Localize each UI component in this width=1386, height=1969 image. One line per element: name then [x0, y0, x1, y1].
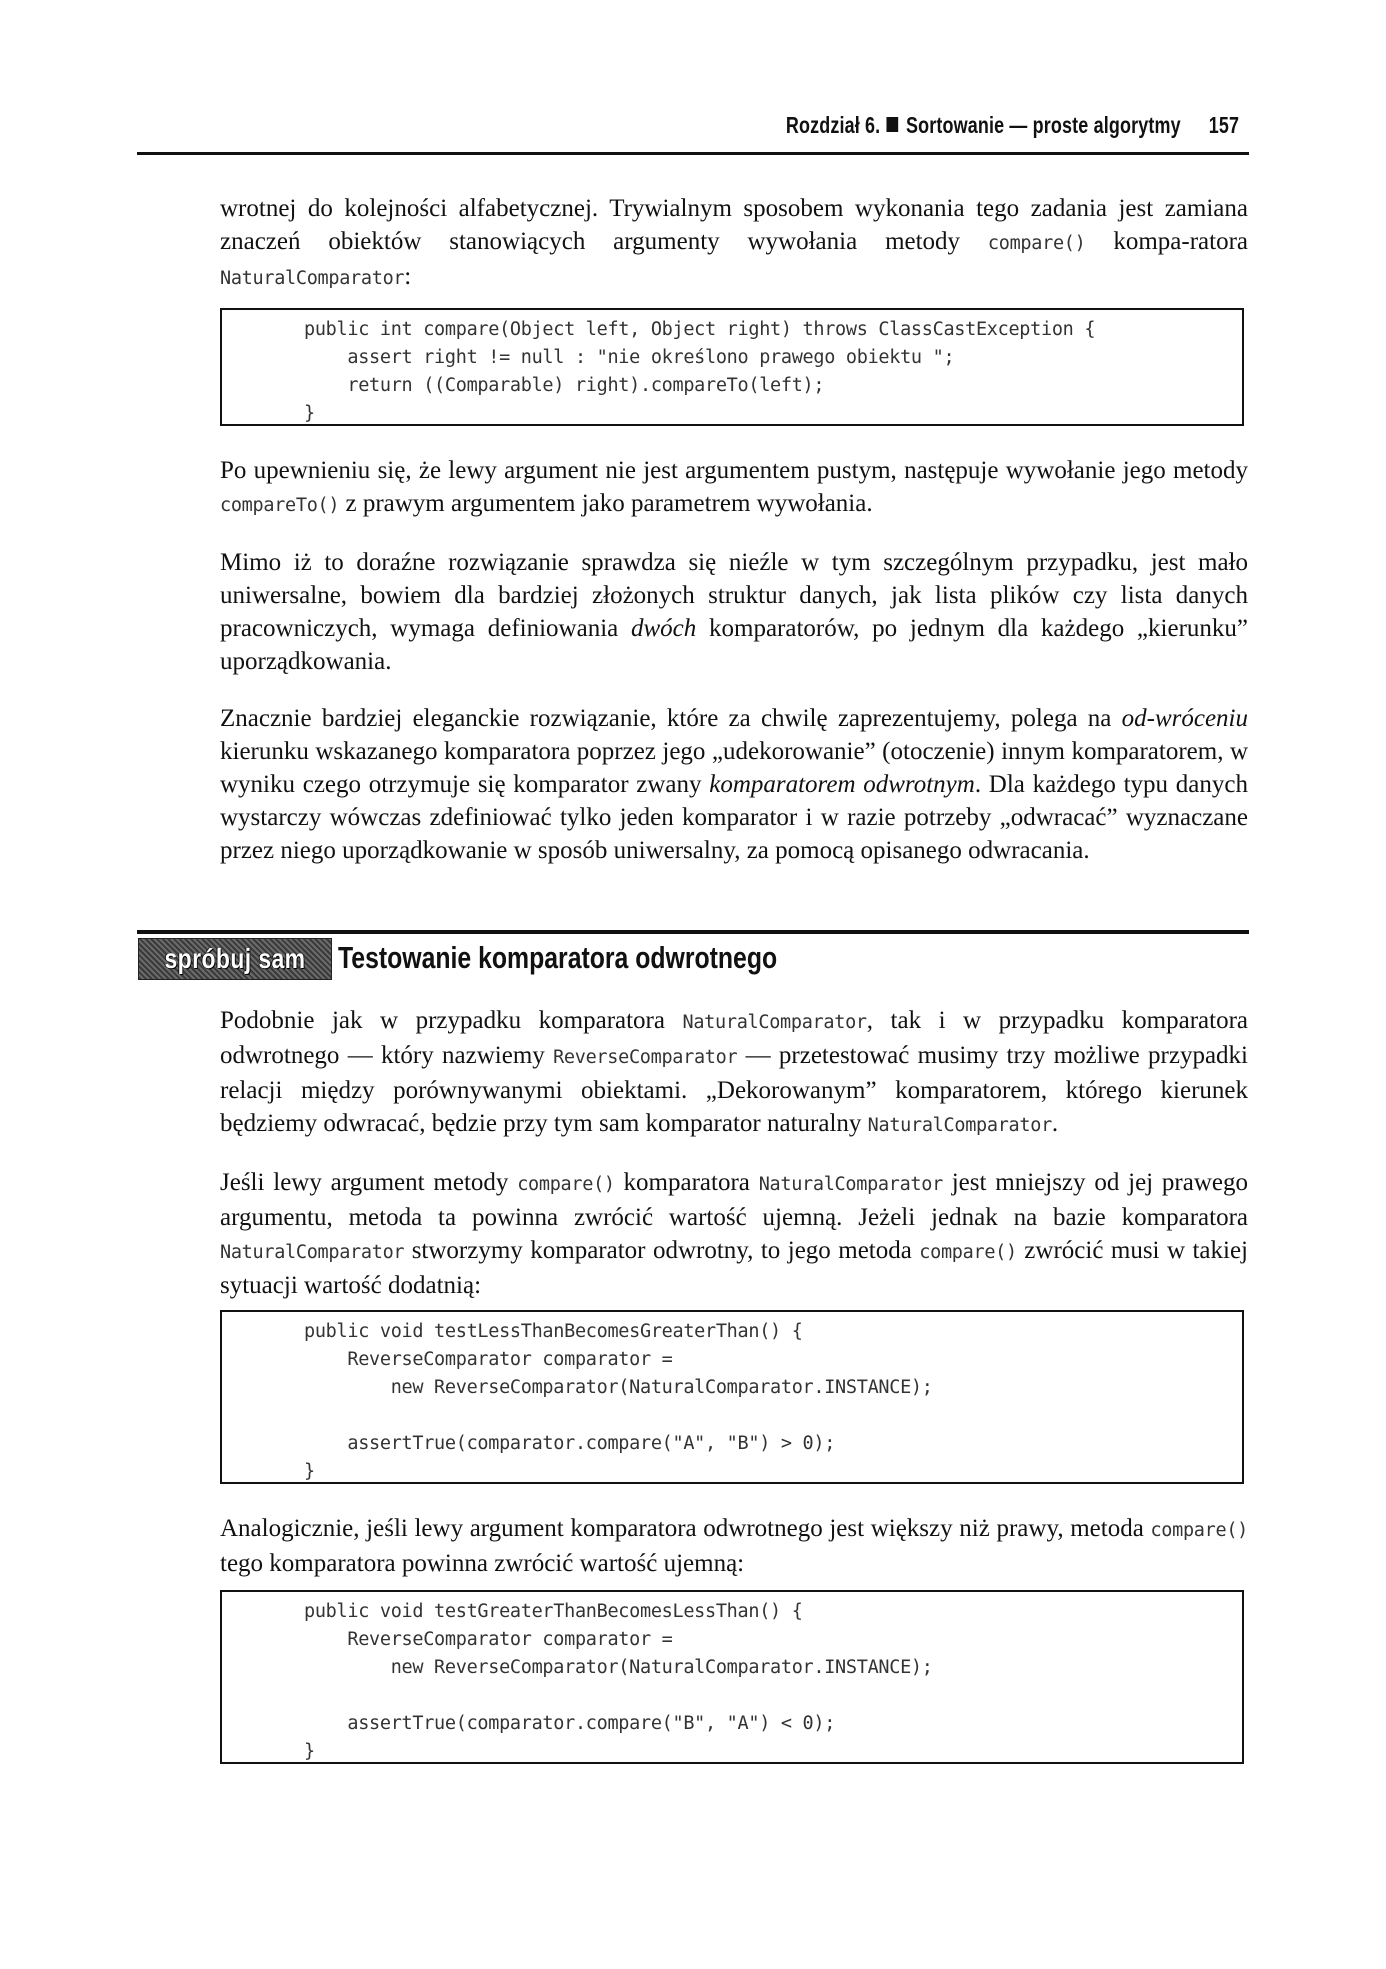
inline-code: compare() — [919, 1242, 1017, 1263]
code-line: assertTrue(comparator.compare("B", "A") < 0); — [304, 1713, 836, 1734]
paragraph-7 — [220, 1512, 1248, 1580]
code-block — [222, 310, 1242, 428]
inline-code: ReverseComparator — [553, 1047, 738, 1068]
code-line: } — [304, 1461, 315, 1482]
text-run: . Dla każdego typu danych wystarczy wówczas zdefiniować tylko jeden komparator i w razie potrzeby „odwracać” wyznaczane przez niego uporządkowanie w sposób uniwersalny, za pomocą opisanego odwracania. — [220, 771, 1248, 864]
text-run: Po upewnieniu się, że lewy argument nie jest argumentem pustym, następuje wywołanie jego metody — [220, 457, 1248, 484]
section-rule — [137, 930, 1249, 934]
text-run: Jeśli lewy argument metody — [220, 1169, 518, 1196]
text-run: kierunku wskazanego komparatora poprzez jego „udekorowanie” (otoczenie) innym komparatorem, w wyniku czego otrzymuje się komparator zwany — [220, 738, 1248, 798]
square-bullet-icon — [886, 117, 898, 132]
code-listing-2 — [220, 1310, 1244, 1484]
paragraph-text — [220, 1166, 1248, 1302]
text-run: Podobnie jak w przypadku komparatora — [220, 1007, 683, 1034]
text-run: — przetestować musimy trzy możliwe przypadki relacji między porównywanymi obiektami. „Dekorowanym” komparatorem, którego kierunek będziemy odwracać, będzie przy tym sam komparator naturalny — [220, 1042, 1248, 1137]
text-run: komparatora — [614, 1169, 759, 1196]
paragraph-3 — [220, 546, 1248, 678]
paragraph-text — [220, 702, 1248, 867]
text-run: zwrócić musi w takiej sytuacji wartość dodatnią: — [220, 1237, 1248, 1299]
inline-code: compare() — [1150, 1520, 1248, 1541]
paragraph-4 — [220, 702, 1248, 867]
inline-code: NaturalComparator — [220, 268, 405, 289]
code-line: assert right != null : "nie określono prawego obiektu "; — [304, 347, 955, 368]
code-line: public void testLessThanBecomesGreaterThan() { — [304, 1321, 803, 1342]
paragraph-6 — [220, 1166, 1248, 1302]
text-run: wrotnej do kolejności alfabetycznej. Trywialnym sposobem wykonania tego zadania jest zamiana znaczeń obiektów stanowiących argumenty wywołania metody — [220, 195, 1248, 255]
code-line: new ReverseComparator(NaturalComparator.INSTANCE); — [304, 1657, 933, 1678]
paragraph-text — [220, 192, 1248, 295]
paragraph-2 — [220, 454, 1248, 522]
header-title: Sortowanie — proste algorytmy — [905, 112, 1181, 138]
section-title: Testowanie komparatora odwrotnego — [338, 940, 778, 975]
code-line: new ReverseComparator(NaturalComparator.INSTANCE); — [304, 1377, 933, 1398]
text-run: z prawym argumentem jako parametrem wywołania. — [339, 490, 873, 517]
try-it-badge — [138, 938, 332, 980]
code-line — [304, 1402, 1242, 1430]
page-number: 157 — [1208, 112, 1239, 138]
code-line: assertTrue(comparator.compare("A", "B") > 0); — [304, 1433, 836, 1454]
inline-code: NaturalComparator — [867, 1115, 1052, 1136]
text-run: : — [404, 263, 412, 290]
text-run: Analogicznie, jeśli lewy argument komparatora odwrotnego jest większy niż prawy, metoda — [220, 1515, 1151, 1542]
paragraph-text — [220, 1004, 1248, 1142]
paragraph-5 — [220, 1004, 1248, 1142]
inline-code: NaturalComparator — [682, 1012, 867, 1033]
emphasis: dwóch — [630, 615, 697, 642]
code-line — [304, 1682, 1242, 1710]
text-run: jest mniejszy od jej prawego argumentu, metoda ta powinna zwrócić wartość ujemną. Jeżeli jednak na bazie komparatora — [220, 1169, 1248, 1231]
code-line: ReverseComparator comparator = — [304, 1349, 673, 1370]
inline-code: NaturalComparator — [220, 1242, 405, 1263]
paragraph-1 — [220, 192, 1248, 295]
code-line: return ((Comparable) right).compareTo(left); — [304, 375, 825, 396]
inline-code: compareTo() — [220, 495, 340, 516]
text-run: tego komparatora powinna zwrócić wartość ujemną: — [220, 1550, 745, 1577]
inline-code: compare() — [987, 233, 1086, 254]
emphasis: od-wróceniu — [1121, 705, 1248, 732]
code-line: } — [304, 1741, 315, 1762]
paragraph-text — [220, 546, 1248, 678]
paragraph-text — [220, 454, 1248, 522]
header-text — [786, 112, 1239, 139]
code-line: public void testGreaterThanBecomesLessThan() { — [304, 1601, 803, 1622]
code-line: } — [304, 403, 315, 424]
inline-code: compare() — [517, 1174, 615, 1195]
inline-code: NaturalComparator — [758, 1174, 943, 1195]
text-run: . — [1051, 1110, 1059, 1137]
code-block — [222, 1312, 1242, 1486]
code-line: ReverseComparator comparator = — [304, 1629, 673, 1650]
code-listing-1 — [220, 308, 1244, 426]
running-header — [137, 112, 1249, 155]
text-run: Mimo iż to doraźne rozwiązanie sprawdza się nieźle w tym szczególnym przypadku, jest mało uniwersalne, bowiem dla bardziej złożonych struktur danych, jak lista plików czy lista danych pracowniczych, wymaga definiowania — [220, 549, 1248, 642]
text-run: stworzymy komparator odwrotny, to jego metoda — [404, 1237, 920, 1264]
text-run: kompa-ratora — [1085, 228, 1248, 255]
code-line: public int compare(Object left, Object right) throws ClassCastException { — [304, 319, 1096, 340]
badge-label: spróbuj sam — [164, 943, 306, 974]
code-listing-3 — [220, 1590, 1244, 1764]
code-block — [222, 1592, 1242, 1766]
header-chapter: Rozdział 6. — [785, 112, 881, 138]
text-run: Znacznie bardziej eleganckie rozwiązanie, które za chwilę zaprezentujemy, polega na — [220, 705, 1122, 732]
paragraph-text — [220, 1512, 1248, 1580]
emphasis: komparatorem odwrotnym — [709, 771, 975, 798]
text-run: komparatorów, po jednym dla każdego „kierunku” uporządkowania. — [220, 615, 1248, 675]
text-run: , tak i w przypadku komparatora odwrotnego — który nazwiemy — [220, 1007, 1248, 1069]
